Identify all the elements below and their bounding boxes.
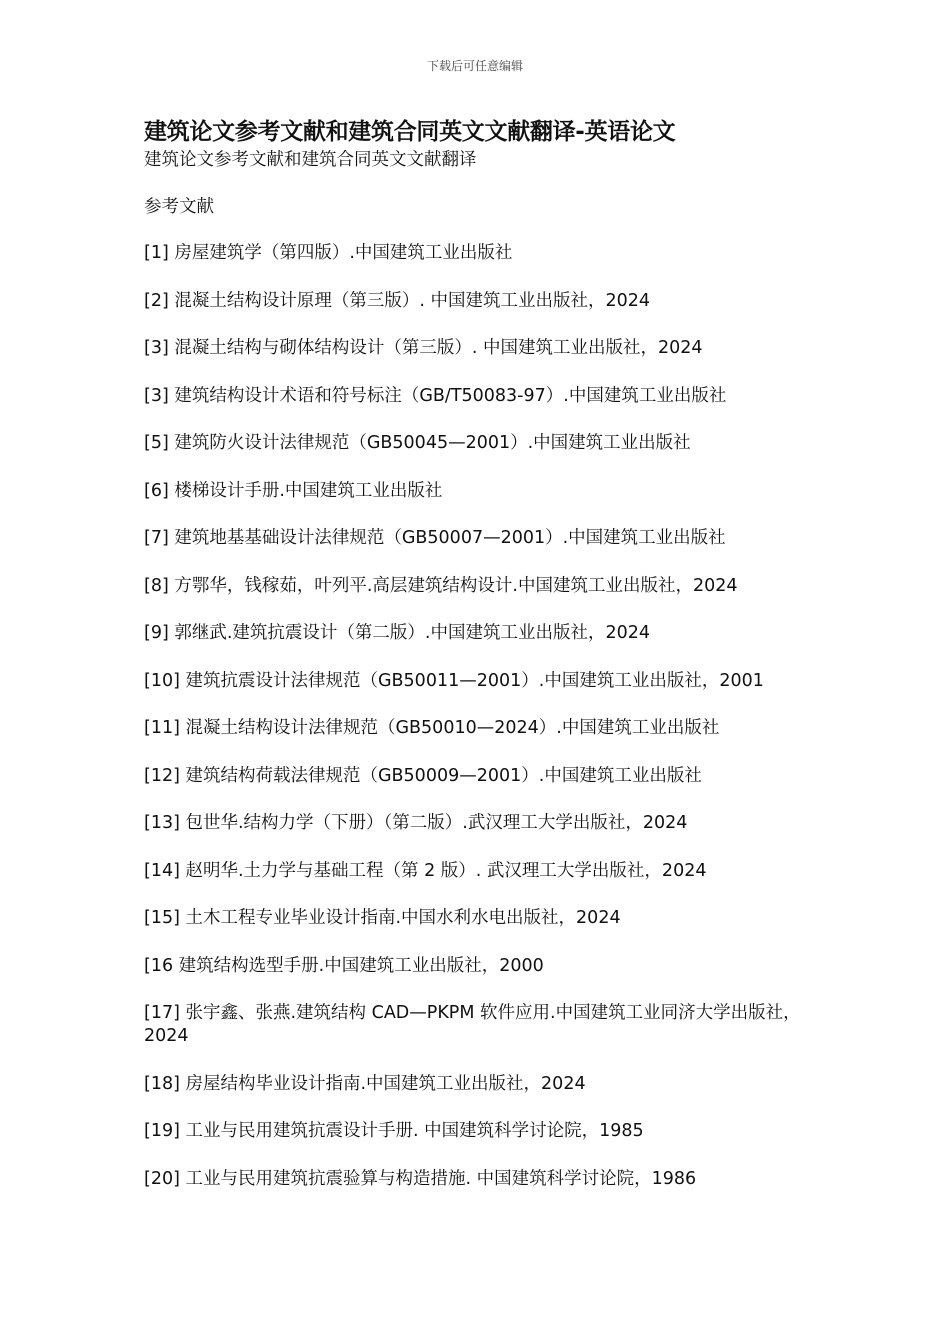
document-body: [144, 116, 810, 1215]
page-header-note: 下载后可任意编辑: [426, 59, 523, 73]
reference-item: [20] 工业与民用建筑抗震验算与构造措施. 中国建筑科学讨论院，1986: [144, 1168, 697, 1189]
reference-item: [6] 楼梯设计手册.中国建筑工业出版社: [144, 480, 443, 501]
reference-item: [3] 建筑结构设计术语和符号标注（GB/T50083-97）.中国建筑工业出版社: [144, 385, 727, 406]
references-heading: 参考文献: [144, 197, 214, 217]
reference-item: [15] 土木工程专业毕业设计指南.中国水利水电出版社，2024: [144, 908, 621, 928]
document-subtitle: 建筑论文参考文献和建筑合同英文文献翻译: [144, 150, 477, 170]
reference-item: [11] 混凝土结构设计法律规范（GB50010—2024）.中国建筑工业出版社: [144, 718, 720, 738]
reference-item: [2] 混凝土结构设计原理（第三版）. 中国建筑工业出版社，2024: [144, 290, 651, 311]
reference-item: [19] 工业与民用建筑抗震设计手册. 中国建筑科学讨论院，1985: [144, 1121, 644, 1141]
reference-item: [13] 包世华.结构力学（下册）（第二版）.武汉理工大学出版社，2024: [144, 813, 688, 833]
reference-item: [5] 建筑防火设计法律规范（GB50045—2001）.中国建筑工业出版社: [144, 433, 691, 453]
reference-item: [3] 混凝土结构与砌体结构设计（第三版）. 中国建筑工业出版社，2024: [144, 338, 703, 358]
reference-item: [16 建筑结构选型手册.中国建筑工业出版社，2000: [144, 955, 544, 976]
reference-item: [8] 方鄂华，钱稼茹，叶列平.高层建筑结构设计.中国建筑工业出版社，2024: [144, 575, 738, 596]
reference-item: [7] 建筑地基基础设计法律规范（GB50007—2001）.中国建筑工业出版社: [144, 528, 726, 548]
reference-item: [10] 建筑抗震设计法律规范（GB50011—2001）.中国建筑工业出版社，2001: [144, 670, 764, 691]
document-title: 建筑论文参考文献和建筑合同英文文献翻译-英语论文: [144, 119, 676, 145]
reference-item: [12] 建筑结构荷载法律规范（GB50009—2001）.中国建筑工业出版社: [144, 765, 702, 786]
reference-item: [18] 房屋结构毕业设计指南.中国建筑工业出版社，2024: [144, 1073, 586, 1094]
reference-item: [14] 赵明华.土力学与基础工程（第 2 版）. 武汉理工大学出版社，2024: [144, 860, 707, 881]
reference-item: [1] 房屋建筑学（第四版）.中国建筑工业出版社: [144, 243, 513, 263]
reference-item: [17] 张宇鑫、张燕.建筑结构 CAD—PKPM 软件应用.中国建筑工业同济大学出版社，2024: [144, 1003, 801, 1046]
reference-list: [144, 242, 810, 1191]
reference-item: [9] 郭继武.建筑抗震设计（第二版）.中国建筑工业出版社，2024: [144, 623, 651, 643]
